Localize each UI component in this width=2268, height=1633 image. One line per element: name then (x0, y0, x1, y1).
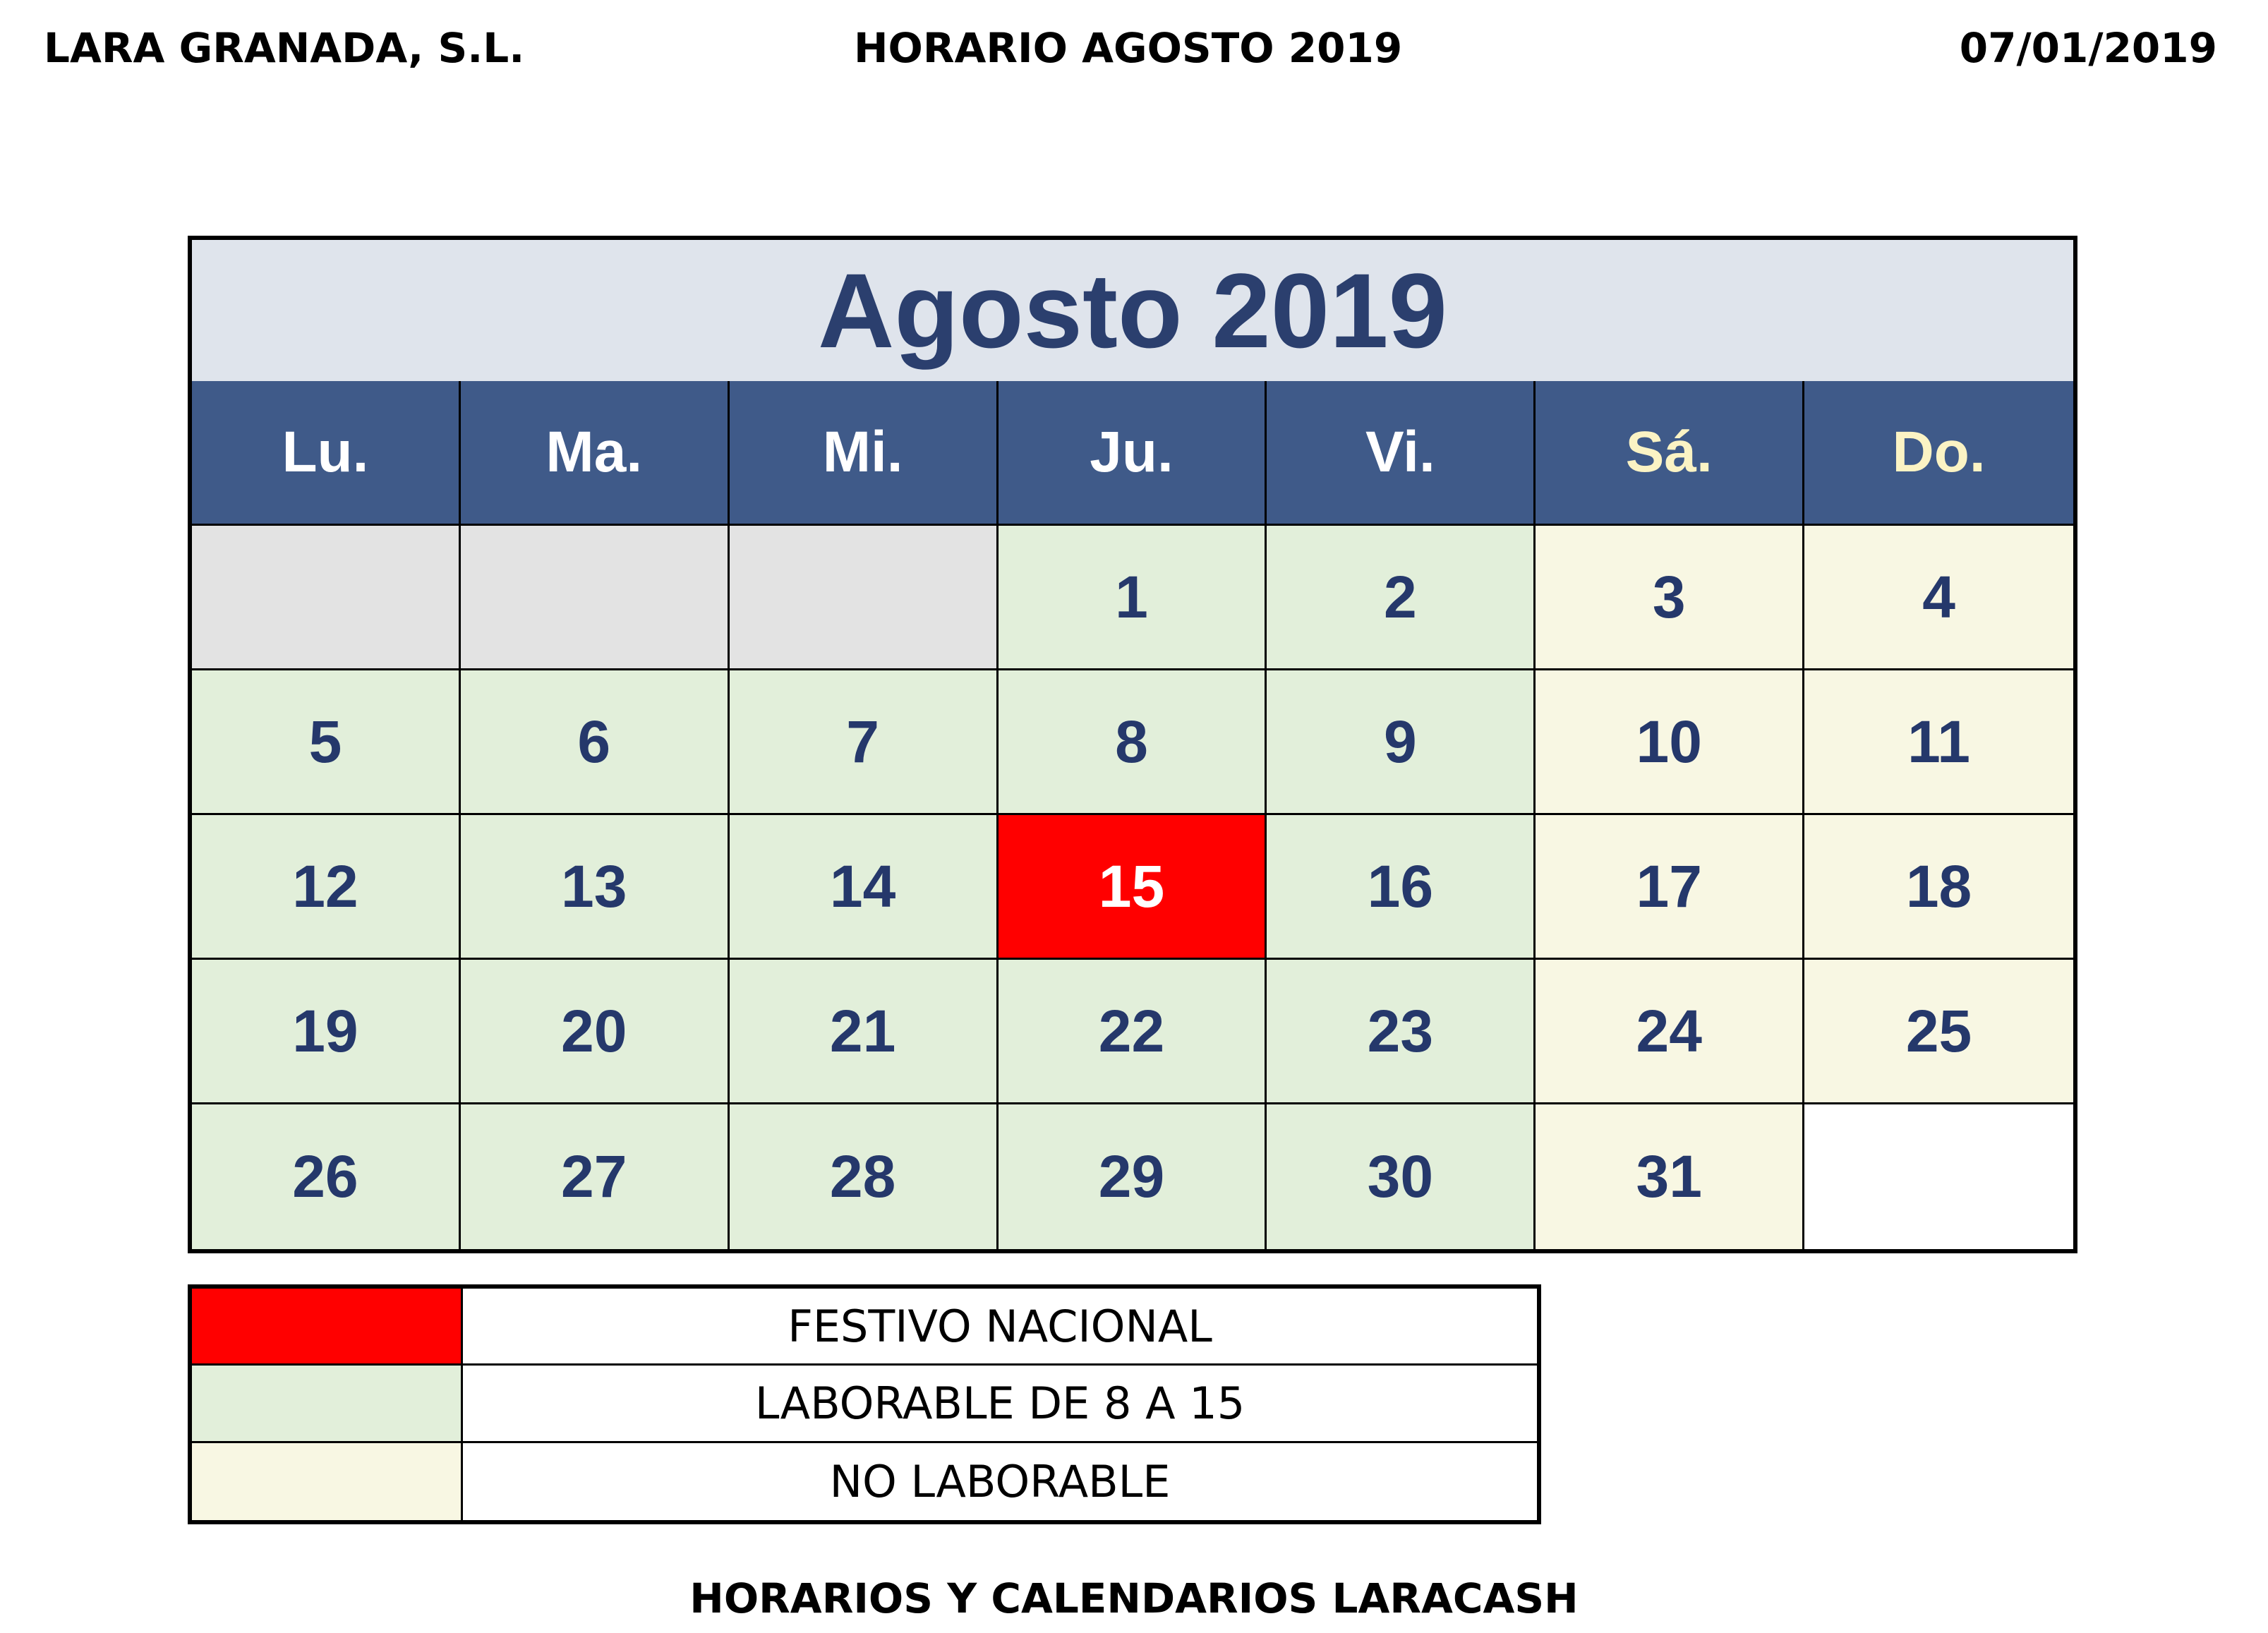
footer-text: HORARIOS Y CALENDARIOS LARACASH (689, 1574, 1579, 1622)
day-cell-weekend: 4 (1804, 526, 2073, 670)
weekday-header: Lu. (192, 381, 461, 526)
day-cell: 29 (999, 1104, 1267, 1249)
day-cell: 27 (461, 1104, 730, 1249)
weekday-header: Sá. (1536, 381, 1804, 526)
day-cell: 9 (1267, 670, 1536, 815)
day-cell: 21 (730, 960, 999, 1104)
legend-label-holiday: FESTIVO NACIONAL (463, 1289, 1537, 1366)
day-cell: 1 (999, 526, 1267, 670)
document-title: HORARIO AGOSTO 2019 (854, 24, 1403, 72)
day-cell-empty (730, 526, 999, 670)
day-cell: 6 (461, 670, 730, 815)
day-cell-holiday: 15 (999, 815, 1267, 960)
day-cell-weekend: 10 (1536, 670, 1804, 815)
company-name: LARA GRANADA, S.L. (44, 24, 525, 72)
calendar-title: Agosto 2019 (192, 240, 2073, 381)
day-cell: 12 (192, 815, 461, 960)
day-cell: 13 (461, 815, 730, 960)
weekday-header: Mi. (730, 381, 999, 526)
legend-swatch-nonworking (192, 1443, 463, 1520)
day-cell: 20 (461, 960, 730, 1104)
day-cell: 8 (999, 670, 1267, 815)
calendar-table (188, 236, 2077, 1253)
legend-label-workday: LABORABLE DE 8 A 15 (463, 1366, 1537, 1442)
document-date: 07/01/2019 (1959, 24, 2217, 72)
day-cell: 22 (999, 960, 1267, 1104)
day-cell-weekend: 17 (1536, 815, 1804, 960)
legend-swatch-holiday (192, 1289, 463, 1366)
legend-table (188, 1284, 1541, 1524)
day-cell: 5 (192, 670, 461, 815)
day-cell: 19 (192, 960, 461, 1104)
day-cell: 2 (1267, 526, 1536, 670)
day-cell-weekend: 24 (1536, 960, 1804, 1104)
day-cell: 28 (730, 1104, 999, 1249)
day-cell-weekend: 3 (1536, 526, 1804, 670)
day-cell-weekend: 31 (1536, 1104, 1804, 1249)
weekday-header: Vi. (1267, 381, 1536, 526)
day-cell: 14 (730, 815, 999, 960)
day-cell-weekend: 25 (1804, 960, 2073, 1104)
day-cell: 7 (730, 670, 999, 815)
day-cell-weekend: 18 (1804, 815, 2073, 960)
legend-label-nonworking: NO LABORABLE (829, 1455, 1171, 1507)
day-cell: 30 (1267, 1104, 1536, 1249)
calendar-grid (192, 381, 2073, 1249)
day-cell: 26 (192, 1104, 461, 1249)
weekday-header: Ma. (461, 381, 730, 526)
day-cell-empty (461, 526, 730, 670)
weekday-header: Do. (1804, 381, 2073, 526)
day-cell-empty (192, 526, 461, 670)
day-cell-weekend: 11 (1804, 670, 2073, 815)
day-cell: 16 (1267, 815, 1536, 960)
legend-swatch-workday (192, 1366, 463, 1442)
weekday-header: Ju. (999, 381, 1267, 526)
day-cell-empty (1804, 1104, 2073, 1249)
day-cell: 23 (1267, 960, 1536, 1104)
